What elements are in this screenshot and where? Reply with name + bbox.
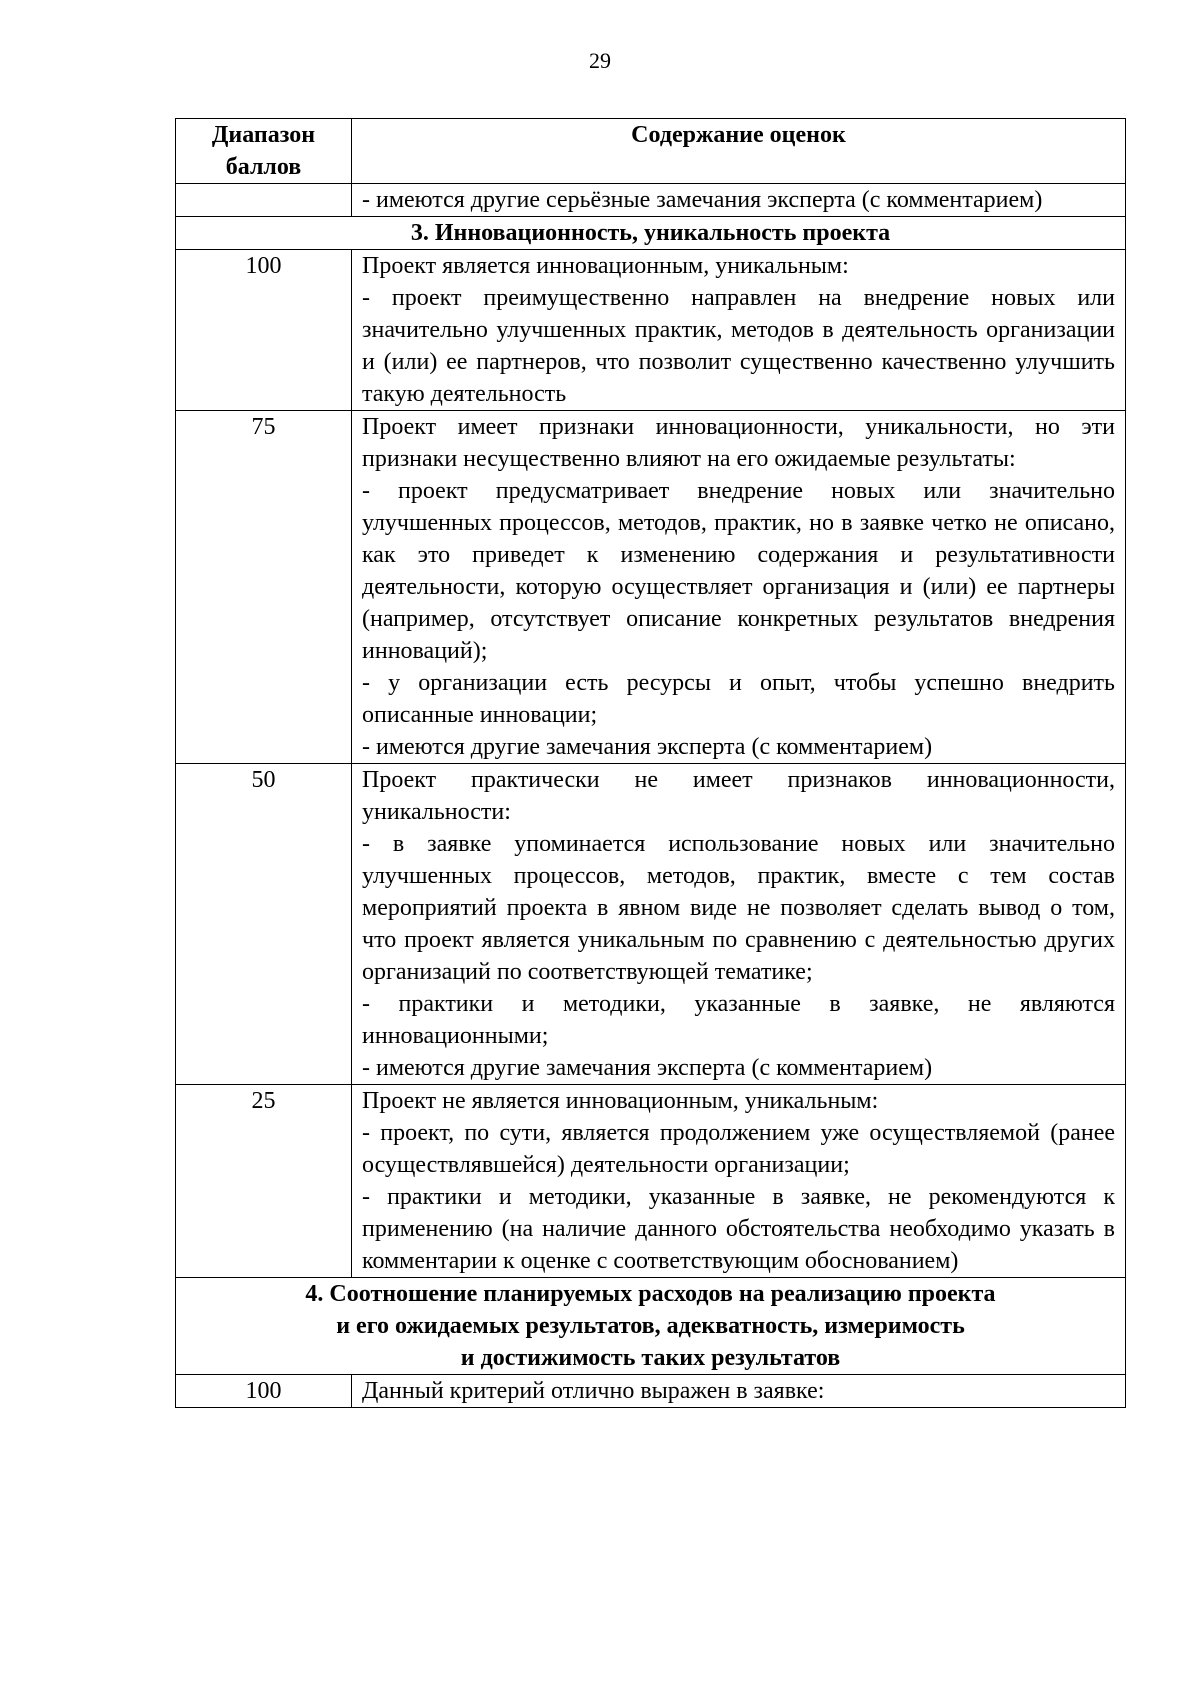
content-line: - проект преимущественно направлен на внедрение новых или значительно улучшенных практик, методов в деятельность организации и (или) ее партнеров, что позволит существенно качественно улучшить такую деятельность — [362, 285, 1115, 407]
content-cell: - имеются другие серьёзные замечания эксперта (с комментарием) — [352, 184, 1126, 217]
table-row-s3-25 — [176, 1085, 1126, 1278]
content-line: - проект предусматривает внедрение новых или значительно улучшенных процессов, методов, практик, но в заявке четко не описано, как это приведет к изменению содержания и результативности деятельности, которую осуществляет организация и (или) ее партнеры (например, отсутствует описание конкретных результатов внедрения инноваций); — [362, 478, 1115, 664]
score-cell: 75 — [176, 411, 352, 764]
content-cell — [352, 250, 1126, 411]
content-cell — [352, 764, 1126, 1085]
table-header-row — [176, 119, 1126, 184]
section-4-title-line: 4. Соотношение планируемых расходов на реализацию проекта — [305, 1281, 996, 1307]
content-line: Данный критерий отлично выражен в заявке: — [362, 1378, 825, 1404]
table-row-continuation — [176, 184, 1126, 217]
section-3-title: 3. Инновационность, уникальность проекта — [176, 217, 1126, 250]
content-line: - имеются другие замечания эксперта (с комментарием) — [362, 734, 933, 760]
score-cell: 50 — [176, 764, 352, 1085]
score-cell: 25 — [176, 1085, 352, 1278]
score-cell — [176, 184, 352, 217]
content-line: - практики и методики, указанные в заявке, не являются инновационными; — [362, 991, 1115, 1049]
score-cell: 100 — [176, 250, 352, 411]
content-line: - у организации есть ресурсы и опыт, чтобы успешно внедрить описанные инновации; — [362, 670, 1115, 728]
section-4-title-line: и достижимость таких результатов — [460, 1345, 841, 1371]
content-line: - практики и методики, указанные в заявке, не рекомендуются к применению (на наличие данного обстоятельства необходимо указать в комментарии к оценке с соответствующим обоснованием) — [362, 1184, 1115, 1274]
content-line: Проект не является инновационным, уникальным: — [362, 1088, 879, 1114]
page-number: 29 — [589, 48, 611, 73]
section-4-title — [176, 1278, 1126, 1375]
section-4-header-row — [176, 1278, 1126, 1375]
score-cell: 100 — [176, 1375, 352, 1408]
content-line: - имеются другие замечания эксперта (с комментарием) — [362, 1055, 933, 1081]
table-row-s3-75 — [176, 411, 1126, 764]
table-row-s4-100 — [176, 1375, 1126, 1408]
header-score-range: Диапазон баллов — [176, 119, 352, 184]
content-cell — [352, 1085, 1126, 1278]
scores-table — [175, 118, 1126, 1408]
content-line: - проект, по сути, является продолжением уже осуществляемой (ранее осуществлявшейся) деятельности организации; — [362, 1120, 1115, 1178]
content-cell — [352, 411, 1126, 764]
table-row-s3-100 — [176, 250, 1126, 411]
content-cell — [352, 1375, 1126, 1408]
content-line: Проект практически не имеет признаков инновационности, уникальности: — [362, 767, 1115, 825]
table-row-s3-50 — [176, 764, 1126, 1085]
content-line: - в заявке упоминается использование новых или значительно улучшенных процессов, методов, практик, вместе с тем состав мероприятий проекта в явном виде не позволяет сделать вывод о том, что проект является уникальным по сравнению с деятельностью других организаций по соответствующей тематике; — [362, 831, 1115, 985]
section-3-header-row — [176, 217, 1126, 250]
section-4-title-line: и его ожидаемых результатов, адекватность, измеримость — [336, 1313, 965, 1339]
header-content: Содержание оценок — [352, 119, 1126, 184]
content-line: Проект является инновационным, уникальным: — [362, 253, 849, 279]
content-line: Проект имеет признаки инновационности, уникальности, но эти признаки несущественно влияют на его ожидаемые результаты: — [362, 414, 1115, 472]
